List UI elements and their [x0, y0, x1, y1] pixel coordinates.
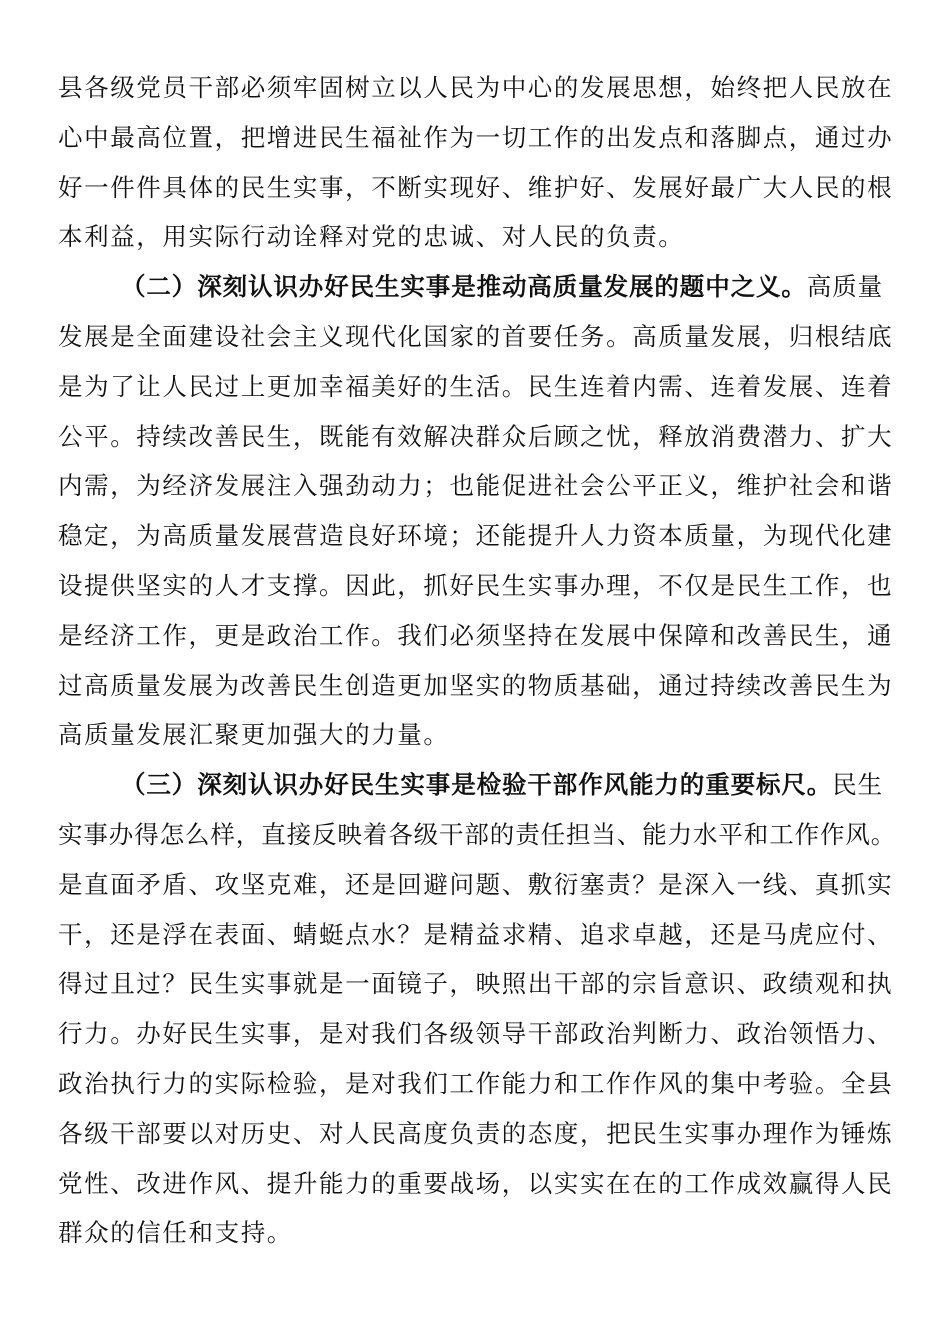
text-span: 高质量	[806, 272, 884, 302]
text-line: 党性、改进作风、提升能力的重要战场，以实实在在的工作成效赢得人民	[58, 1168, 894, 1198]
text-line: 心中最高位置，把增进民生福祉作为一切工作的出发点和落脚点，通过办	[58, 122, 894, 152]
text-line: 干，还是浮在表面、蜻蜓点水？是精益求精、追求卓越，还是马虎应付、	[58, 919, 894, 949]
text-line: 公平。持续改善民生，既能有效解决群众后顾之忧，释放消费潜力、扩大	[58, 421, 894, 451]
text-line: 行力。办好民生实事，是对我们各级领导干部政治判断力、政治领悟力、	[58, 1019, 894, 1049]
text-line: 政治执行力的实际检验，是对我们工作能力和工作作风的集中考验。全县	[58, 1068, 894, 1098]
text-line: 县各级党员干部必须牢固树立以人民为中心的发展思想，始终把人民放在	[58, 73, 894, 102]
text-line: 是直面矛盾、攻坚克难，还是回避问题、敷衍塞责？是深入一线、真抓实	[58, 869, 894, 899]
paragraph-1	[58, 63, 894, 262]
paragraph-2	[58, 262, 894, 760]
text-line: 内需，为经济发展注入强劲动力；也能促进社会公平正义，维护社会和谐	[58, 471, 894, 501]
text-line: 高质量发展汇聚更加强大的力量。	[58, 720, 450, 750]
text-line: 是经济工作，更是政治工作。我们必须坚持在发展中保障和改善民生，通	[58, 620, 894, 650]
section-heading-2: （二）深刻认识办好民生实事是推动高质量发展的题中之义。	[121, 272, 807, 302]
text-line: 过高质量发展为改善民生创造更加坚实的物质基础，通过持续改善民生为	[58, 670, 894, 700]
text-line: 各级干部要以对历史、对人民高度负责的态度，把民生实事办理作为锤炼	[58, 1118, 894, 1148]
text-line	[58, 760, 888, 810]
text-line: 是为了让人民过上更加幸福美好的生活。民生连着内需、连着发展、连着	[58, 371, 894, 401]
text-line: 好一件件具体的民生实事，不断实现好、维护好、发展好最广大人民的根	[58, 172, 894, 202]
section-heading-3: （三）深刻认识办好民生实事是检验干部作风能力的重要标尺。	[121, 770, 833, 800]
paragraph-3	[58, 760, 897, 1258]
text-line: 发展是全面建设社会主义现代化国家的首要任务。高质量发展，归根结底	[58, 321, 894, 351]
text-line: 本利益，用实际行动诠释对党的忠诚、对人民的负责。	[58, 222, 685, 252]
text-line: 群众的信任和支持。	[58, 1218, 293, 1248]
text-span: 民生	[832, 770, 884, 800]
text-line	[58, 262, 888, 312]
text-line: 稳定，为高质量发展营造良好环境；还能提升人力资本质量，为现代化建	[58, 521, 894, 551]
text-line: 得过且过？民生实事就是一面镜子，映照出干部的宗旨意识、政绩观和执	[58, 969, 894, 999]
text-line: 设提供坚实的人才支撑。因此，抓好民生实事办理，不仅是民生工作，也	[58, 570, 894, 600]
document-page	[58, 63, 897, 1258]
text-line: 实事办得怎么样，直接反映着各级干部的责任担当、能力水平和工作作风。	[58, 819, 897, 849]
